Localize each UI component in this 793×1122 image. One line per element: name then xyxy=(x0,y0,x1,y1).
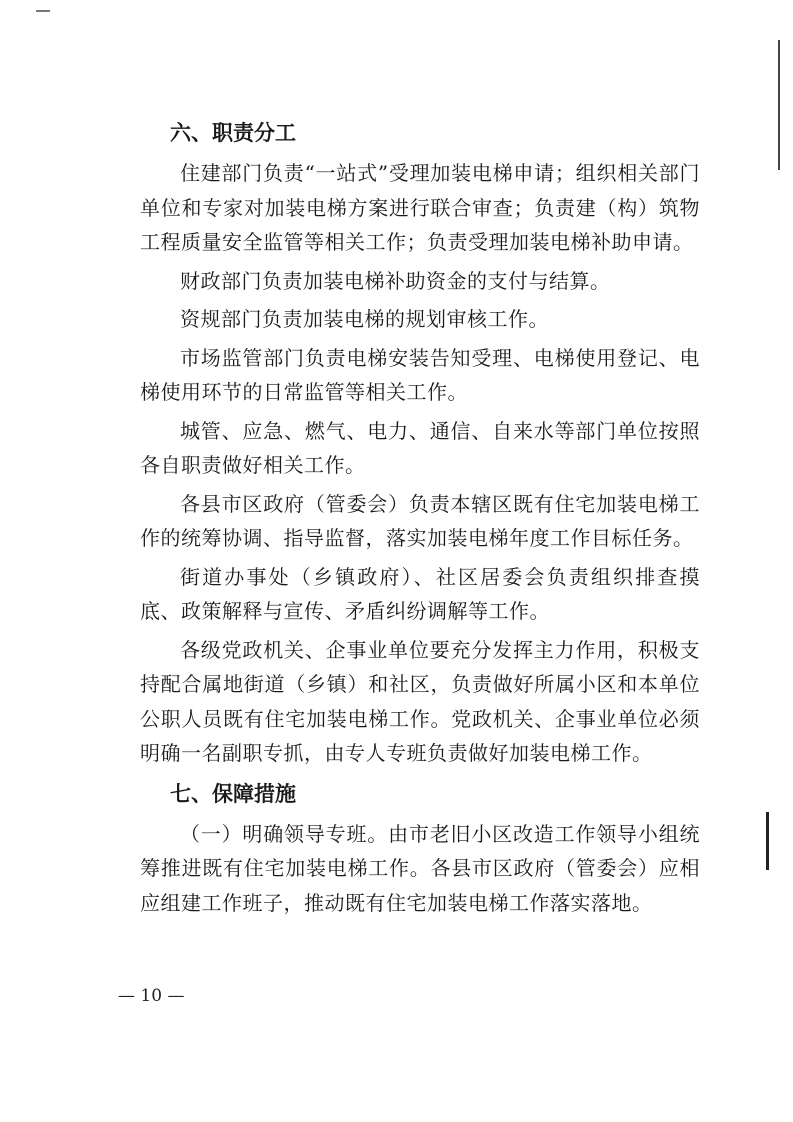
paragraph: 城管、应急、燃气、电力、通信、自来水等部门单位按照各自职责做好相关工作。 xyxy=(140,418,700,477)
paragraph: 住建部门负责“一站式”受理加装电梯申请；组织相关部门单位和专家对加装电梯方案进行联合审查；负责建（构）筑物工程质量安全监管等相关工作；负责受理加装电梯补助申请。 xyxy=(140,161,700,254)
scan-mark xyxy=(36,10,50,12)
paragraph: 街道办事处（乡镇政府）、社区居委会负责组织排查摸底、政策解释与宣传、矛盾纠纷调解等工作。 xyxy=(140,564,700,623)
scan-edge-mark xyxy=(766,812,769,870)
paragraph: 市场监管部门负责电梯安装告知受理、电梯使用登记、电梯使用环节的日常监管等相关工作。 xyxy=(140,345,700,404)
document-body xyxy=(140,118,700,924)
paragraph: （一）明确领导专班。由市老旧小区改造工作领导小组统筹推进既有住宅加装电梯工作。各县市区政府（管委会）应相应组建工作班子，推动既有住宅加装电梯工作落实落地。 xyxy=(140,821,700,915)
paragraph: 各县市区政府（管委会）负责本辖区既有住宅加装电梯工作的统筹协调、指导监督，落实加装电梯年度工作目标任务。 xyxy=(140,491,700,550)
paragraph: 资规部门负责加装电梯的规划审核工作。 xyxy=(180,307,549,331)
scan-edge-mark xyxy=(778,40,780,170)
page-number: — 10 — xyxy=(118,986,185,1006)
section-heading-safeguards: 七、保障措施 xyxy=(170,781,296,806)
paragraph: 财政部门负责加装电梯补助资金的支付与结算。 xyxy=(180,268,611,293)
section-heading-responsibilities: 六、职责分工 xyxy=(170,121,296,145)
paragraph: 各级党政机关、企事业单位要充分发挥主力作用，积极支持配合属地街道（乡镇）和社区，负责做好所属小区和本单位公职人员既有住宅加装电梯工作。党政机关、企事业单位必须明确一名副职专抓，由专人专班负责做好加装电梯工作。 xyxy=(140,637,700,765)
